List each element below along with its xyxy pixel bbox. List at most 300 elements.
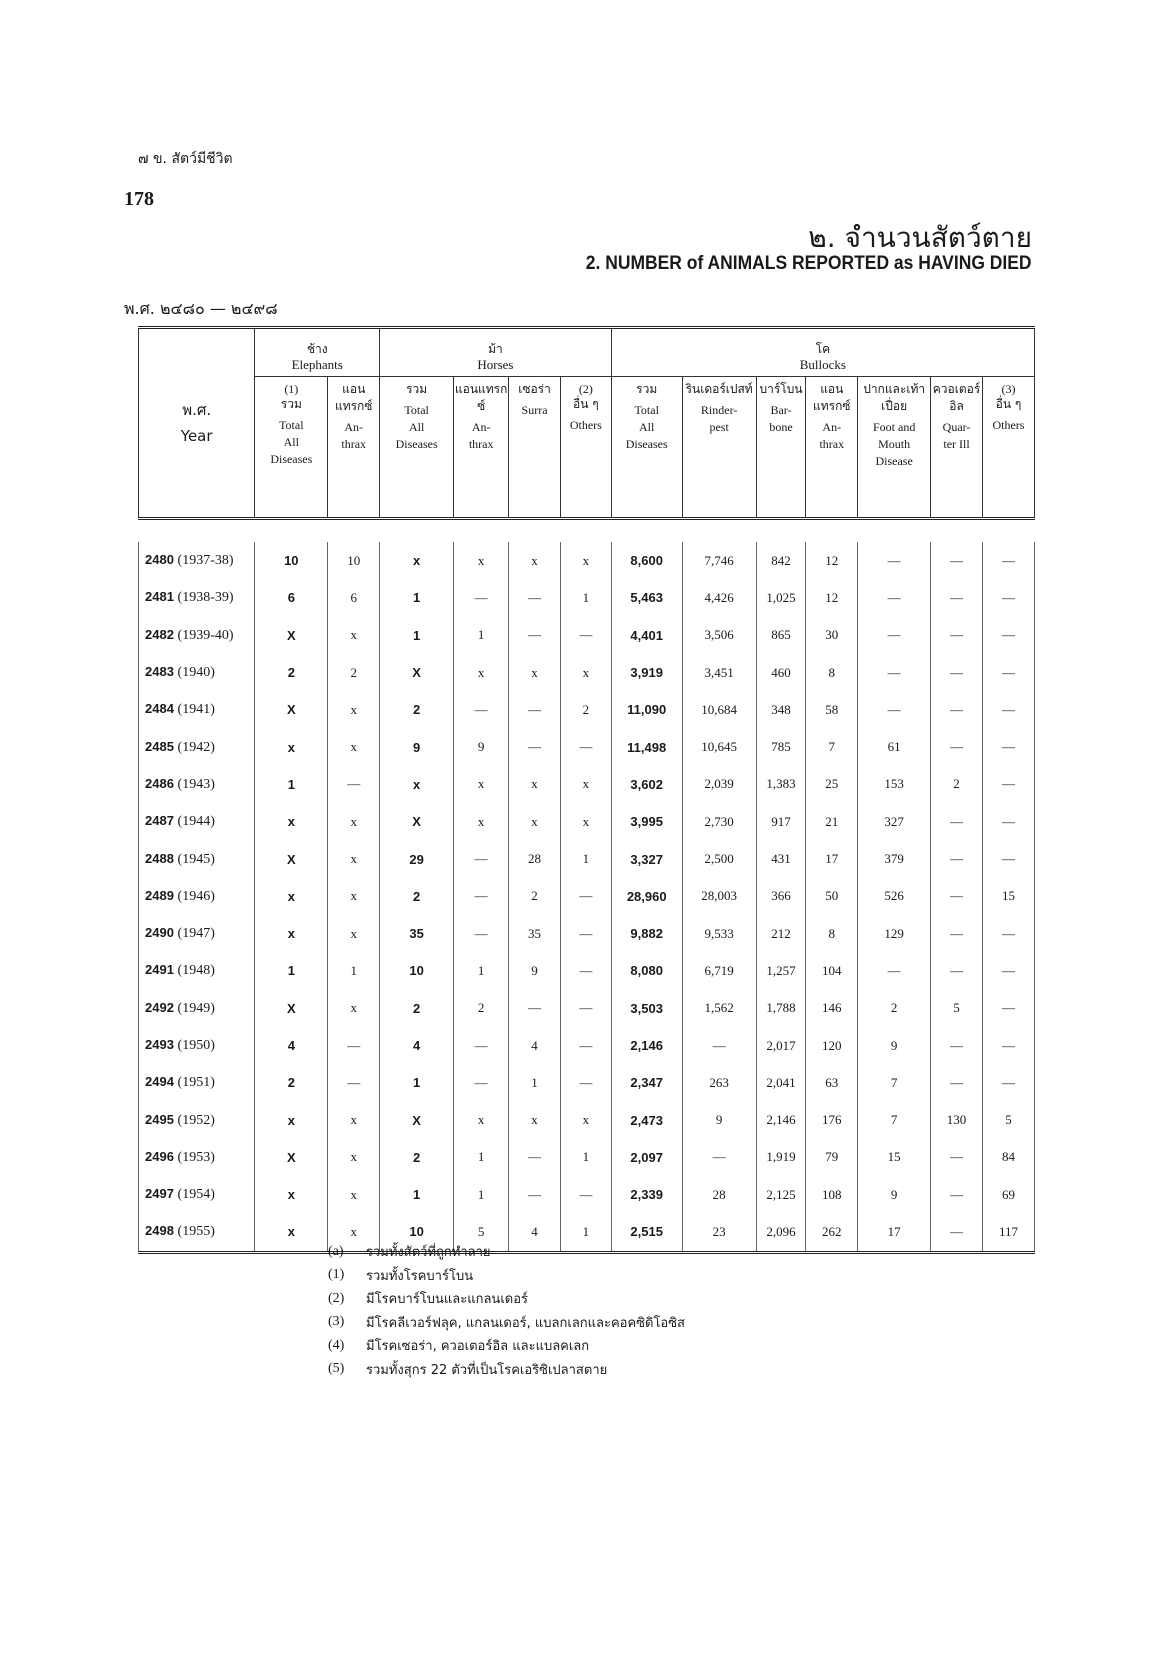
column-header: [756, 377, 806, 519]
year-cell: [139, 691, 255, 728]
group-header-elephants: [255, 328, 380, 377]
value-cell: 4: [380, 1027, 454, 1064]
value-cell: —: [931, 579, 983, 616]
value-cell: 2,500: [682, 840, 756, 877]
value-cell: 1: [255, 766, 328, 803]
year-cell: [139, 766, 255, 803]
value-cell: 28: [509, 840, 561, 877]
value-cell: 84: [982, 1139, 1034, 1176]
value-cell: 15: [982, 878, 1034, 915]
value-cell: 6: [328, 579, 380, 616]
value-cell: —: [454, 691, 509, 728]
column-header: [982, 377, 1034, 519]
value-cell: —: [931, 1027, 983, 1064]
group-thai: ม้า: [488, 342, 503, 356]
value-cell: 2,347: [611, 1064, 682, 1101]
column-english: bone: [769, 420, 793, 434]
column-thai: รวม: [406, 382, 428, 396]
footnote-text: มีโรคเซอร่า, ควอเตอร์อิล และแบลคเลก: [366, 1339, 590, 1355]
year-cell: [139, 1139, 255, 1176]
value-cell: 2,017: [756, 1027, 806, 1064]
column-english: Diseases: [270, 452, 313, 466]
footnote-text: รวมทั้งสัตว์ที่ถูกทำลาย: [366, 1245, 491, 1261]
value-cell: —: [858, 542, 931, 579]
column-note: (3): [1001, 382, 1016, 396]
value-cell: X: [255, 1139, 328, 1176]
year-cell: [139, 654, 255, 691]
value-cell: 1: [509, 1064, 561, 1101]
value-cell: —: [509, 617, 561, 654]
column-header: [806, 377, 858, 519]
value-cell: 4: [509, 1213, 561, 1252]
value-cell: x: [255, 1213, 328, 1252]
column-header: [328, 377, 380, 519]
footnote-mark: (2): [328, 1290, 345, 1306]
value-cell: —: [560, 990, 611, 1027]
column-english: pest: [709, 420, 729, 434]
value-cell: —: [454, 915, 509, 952]
year-cell: [139, 1101, 255, 1138]
value-cell: x: [454, 803, 509, 840]
year-be: 2496: [145, 1148, 174, 1164]
value-cell: —: [982, 542, 1034, 579]
column-english: Mouth: [878, 437, 911, 451]
column-english: An-: [822, 420, 842, 434]
table-row: [139, 1064, 1035, 1101]
column-english: All: [639, 420, 655, 434]
value-cell: 2: [858, 990, 931, 1027]
year-be: 2484: [145, 701, 174, 717]
value-cell: 1: [560, 1139, 611, 1176]
value-cell: —: [560, 728, 611, 765]
value-cell: —: [858, 952, 931, 989]
value-cell: —: [931, 1139, 983, 1176]
value-cell: —: [931, 617, 983, 654]
animal-deaths-table: [138, 326, 1035, 1254]
group-header-bullocks: [611, 328, 1034, 377]
table-row: [139, 691, 1035, 728]
value-cell: 176: [806, 1101, 858, 1138]
column-english: thrax: [341, 437, 367, 451]
year-cell: [139, 915, 255, 952]
value-cell: 2,125: [756, 1176, 806, 1213]
value-cell: 1,788: [756, 990, 806, 1027]
value-cell: x: [509, 654, 561, 691]
value-cell: —: [328, 1064, 380, 1101]
value-cell: 10: [380, 952, 454, 989]
year-ce: (1947): [177, 926, 215, 942]
year-be: 2480: [145, 552, 174, 568]
value-cell: —: [982, 952, 1034, 989]
column-english: Total: [634, 403, 659, 417]
value-cell: —: [560, 952, 611, 989]
column-header: [858, 377, 931, 519]
year-be: 2483: [145, 664, 174, 680]
footnote: [328, 1358, 685, 1382]
value-cell: 4,426: [682, 579, 756, 616]
value-cell: 2,096: [756, 1213, 806, 1252]
year-ce: (1952): [177, 1112, 215, 1128]
footnote-text: มีโรคลีเวอร์ฟลุค, แกลนเดอร์, แบลกเลกและคอคซิดิโอซิส: [366, 1315, 685, 1331]
table-row: [139, 766, 1035, 803]
value-cell: x: [560, 803, 611, 840]
value-cell: 1,025: [756, 579, 806, 616]
year-be: 2490: [145, 925, 174, 941]
value-cell: —: [858, 691, 931, 728]
value-cell: —: [560, 915, 611, 952]
column-header: [611, 377, 682, 519]
value-cell: 1: [380, 617, 454, 654]
value-cell: 263: [682, 1064, 756, 1101]
table-row: [139, 803, 1035, 840]
value-cell: x: [454, 766, 509, 803]
value-cell: x: [560, 766, 611, 803]
value-cell: —: [931, 728, 983, 765]
value-cell: 10: [255, 542, 328, 579]
value-cell: —: [931, 691, 983, 728]
value-cell: —: [982, 617, 1034, 654]
year-cell: [139, 1064, 255, 1101]
column-header: [509, 377, 561, 519]
year-ce: (1944): [177, 814, 215, 830]
value-cell: —: [931, 803, 983, 840]
value-cell: —: [509, 1176, 561, 1213]
value-cell: 2: [560, 691, 611, 728]
footnote-mark: (5): [328, 1361, 345, 1377]
value-cell: 9,882: [611, 915, 682, 952]
value-cell: 2,146: [611, 1027, 682, 1064]
value-cell: —: [982, 691, 1034, 728]
year-ce: (1942): [177, 739, 215, 755]
value-cell: 3,919: [611, 654, 682, 691]
value-cell: —: [454, 878, 509, 915]
section-label: ๗ ข. สัตว์มีชีวิต: [138, 151, 233, 167]
value-cell: 3,503: [611, 990, 682, 1027]
year-be: 2494: [145, 1074, 174, 1090]
column-thai: รินเดอร์เปสท์: [685, 382, 753, 396]
year-cell: [139, 990, 255, 1027]
value-cell: x: [255, 878, 328, 915]
column-header: [931, 377, 983, 519]
value-cell: 146: [806, 990, 858, 1027]
value-cell: 2: [328, 654, 380, 691]
column-english: Bar-: [770, 403, 792, 417]
column-english: Disease: [875, 454, 913, 468]
value-cell: x: [255, 915, 328, 952]
value-cell: 130: [931, 1101, 983, 1138]
column-thai: ควอเตอร์อิล: [932, 382, 981, 413]
value-cell: x: [560, 542, 611, 579]
value-cell: 1: [328, 952, 380, 989]
value-cell: X: [255, 617, 328, 654]
column-header: [682, 377, 756, 519]
column-thai: อื่น ๆ: [573, 397, 599, 411]
year-ce: (1946): [177, 888, 215, 904]
year-be: 2485: [145, 738, 174, 754]
year-cell: [139, 1027, 255, 1064]
year-ce: (1951): [177, 1075, 215, 1091]
value-cell: 8: [806, 654, 858, 691]
footnote-text: รวมทั้งโรคบาร์โบน: [366, 1268, 474, 1284]
value-cell: 63: [806, 1064, 858, 1101]
value-cell: 29: [380, 840, 454, 877]
value-cell: x: [328, 1213, 380, 1252]
value-cell: 3,995: [611, 803, 682, 840]
value-cell: 10,684: [682, 691, 756, 728]
value-cell: 8,080: [611, 952, 682, 989]
value-cell: 7: [806, 728, 858, 765]
value-cell: 917: [756, 803, 806, 840]
value-cell: x: [509, 542, 561, 579]
footnote-text: มีโรคบาร์โบนและแกลนเดอร์: [366, 1292, 528, 1308]
value-cell: 1: [380, 579, 454, 616]
value-cell: 431: [756, 840, 806, 877]
value-cell: —: [982, 728, 1034, 765]
value-cell: 11,498: [611, 728, 682, 765]
year-be: 2488: [145, 850, 174, 866]
value-cell: 2: [380, 878, 454, 915]
column-header: [255, 377, 328, 519]
column-english: Others: [569, 418, 602, 432]
value-cell: —: [858, 617, 931, 654]
year-be: 2493: [145, 1037, 174, 1052]
value-cell: 12: [806, 542, 858, 579]
year-ce: (1937-38): [177, 553, 234, 569]
value-cell: —: [982, 1027, 1034, 1064]
value-cell: 6: [255, 579, 328, 616]
value-cell: 28: [682, 1176, 756, 1213]
value-cell: —: [560, 617, 611, 654]
value-cell: —: [509, 691, 561, 728]
column-thai: รวม: [636, 382, 658, 396]
group-thai: โค: [815, 342, 831, 356]
value-cell: 2,146: [756, 1101, 806, 1138]
value-cell: 4: [255, 1027, 328, 1064]
table-row: [139, 990, 1035, 1027]
year-cell: [139, 878, 255, 915]
value-cell: —: [982, 915, 1034, 952]
year-be: 2492: [145, 999, 174, 1015]
value-cell: 2: [509, 878, 561, 915]
value-cell: —: [931, 1176, 983, 1213]
value-cell: —: [560, 1027, 611, 1064]
value-cell: —: [858, 579, 931, 616]
value-cell: 2,097: [611, 1139, 682, 1176]
value-cell: —: [982, 803, 1034, 840]
value-cell: —: [509, 579, 561, 616]
value-cell: x: [328, 990, 380, 1027]
column-header: [560, 377, 611, 519]
year-ce: (1950): [177, 1038, 215, 1053]
column-header: [380, 377, 454, 519]
year-range-label: พ.ศ. ๒๔๘๐ — ๒๔๙๘: [124, 299, 278, 318]
value-cell: 2: [380, 990, 454, 1027]
year-ce: (1940): [177, 665, 215, 681]
value-cell: 129: [858, 915, 931, 952]
value-cell: 1: [454, 1139, 509, 1176]
year-be: 2491: [145, 962, 174, 978]
value-cell: 28,960: [611, 878, 682, 915]
value-cell: x: [509, 1101, 561, 1138]
value-cell: x: [328, 1101, 380, 1138]
value-cell: 7,746: [682, 542, 756, 579]
year-cell: [139, 728, 255, 765]
year-cell: [139, 579, 255, 616]
value-cell: 120: [806, 1027, 858, 1064]
value-cell: 379: [858, 840, 931, 877]
value-cell: 2,473: [611, 1101, 682, 1138]
value-cell: —: [454, 1064, 509, 1101]
value-cell: 10,645: [682, 728, 756, 765]
value-cell: —: [982, 990, 1034, 1027]
value-cell: 2: [255, 1064, 328, 1101]
column-english: Total: [279, 418, 304, 432]
value-cell: 117: [982, 1213, 1034, 1252]
table-row: [139, 542, 1035, 579]
column-english: Diseases: [625, 437, 668, 451]
value-cell: x: [328, 728, 380, 765]
table-row: [139, 840, 1035, 877]
group-english: Horses: [477, 357, 514, 372]
value-cell: 58: [806, 691, 858, 728]
page-number: 178: [124, 188, 154, 210]
value-cell: 3,602: [611, 766, 682, 803]
value-cell: 35: [380, 915, 454, 952]
value-cell: 30: [806, 617, 858, 654]
title-thai: ๒. จำนวนสัตว์ตาย: [808, 221, 1032, 254]
value-cell: —: [931, 840, 983, 877]
value-cell: x: [255, 1176, 328, 1213]
table-row: [139, 1101, 1035, 1138]
value-cell: X: [380, 654, 454, 691]
year-cell: [139, 542, 255, 579]
column-thai: บาร์โบน: [759, 382, 803, 396]
column-header: [454, 377, 509, 519]
value-cell: —: [682, 1027, 756, 1064]
year-be: 2489: [145, 887, 174, 903]
value-cell: x: [328, 691, 380, 728]
value-cell: 9,533: [682, 915, 756, 952]
value-cell: 5,463: [611, 579, 682, 616]
year-cell: [139, 840, 255, 877]
year-cell: [139, 1176, 255, 1213]
table-row: [139, 952, 1035, 989]
footnote: [328, 1240, 685, 1264]
value-cell: 8: [806, 915, 858, 952]
value-cell: 2: [931, 766, 983, 803]
value-cell: x: [560, 654, 611, 691]
value-cell: 108: [806, 1176, 858, 1213]
value-cell: 842: [756, 542, 806, 579]
column-english: An-: [344, 420, 364, 434]
year-ce: (1955): [177, 1224, 215, 1240]
value-cell: 5: [931, 990, 983, 1027]
value-cell: 3,506: [682, 617, 756, 654]
value-cell: X: [255, 990, 328, 1027]
value-cell: 35: [509, 915, 561, 952]
value-cell: x: [380, 766, 454, 803]
value-cell: 5: [982, 1101, 1034, 1138]
value-cell: x: [328, 1176, 380, 1213]
table-row: [139, 878, 1035, 915]
value-cell: 1: [380, 1064, 454, 1101]
value-cell: 9: [454, 728, 509, 765]
value-cell: —: [931, 878, 983, 915]
year-be: 2481: [145, 589, 174, 605]
value-cell: —: [560, 1176, 611, 1213]
column-thai: อื่น ๆ: [995, 397, 1022, 411]
value-cell: 526: [858, 878, 931, 915]
value-cell: 1,257: [756, 952, 806, 989]
year-ce: (1943): [177, 776, 215, 792]
year-ce: (1945): [177, 851, 215, 867]
table-row: [139, 915, 1035, 952]
value-cell: x: [509, 803, 561, 840]
value-cell: 5: [454, 1213, 509, 1252]
year-be: 2482: [145, 626, 174, 642]
column-thai: แอนแทรกซ์: [813, 382, 851, 413]
value-cell: 104: [806, 952, 858, 989]
table-row: [139, 617, 1035, 654]
value-cell: —: [560, 878, 611, 915]
year-ce: (1941): [177, 702, 215, 718]
value-cell: —: [509, 1139, 561, 1176]
value-cell: 12: [806, 579, 858, 616]
value-cell: 366: [756, 878, 806, 915]
value-cell: 10: [328, 542, 380, 579]
value-cell: 7: [858, 1101, 931, 1138]
year-header-english: Year: [180, 427, 213, 445]
value-cell: —: [931, 915, 983, 952]
value-cell: —: [931, 542, 983, 579]
column-thai: เซอร่า: [518, 382, 551, 396]
column-thai: แอนแทรกซ์: [454, 382, 508, 413]
value-cell: 348: [756, 691, 806, 728]
value-cell: 9: [380, 728, 454, 765]
value-cell: 1,383: [756, 766, 806, 803]
value-cell: x: [454, 1101, 509, 1138]
value-cell: 50: [806, 878, 858, 915]
value-cell: 2: [380, 1139, 454, 1176]
value-cell: 6,719: [682, 952, 756, 989]
year-ce: (1949): [177, 1000, 215, 1016]
year-be: 2495: [145, 1111, 174, 1127]
column-english: thrax: [819, 437, 845, 451]
value-cell: —: [982, 579, 1034, 616]
value-cell: 1,562: [682, 990, 756, 1027]
year-be: 2487: [145, 813, 174, 829]
column-english: Rinder-: [700, 403, 738, 417]
value-cell: —: [982, 840, 1034, 877]
year-be: 2498: [145, 1223, 174, 1239]
column-thai: ปากและเท้าเปื่อย: [863, 382, 926, 413]
value-cell: —: [931, 654, 983, 691]
value-cell: 23: [682, 1213, 756, 1252]
value-cell: 28,003: [682, 878, 756, 915]
column-english: thrax: [468, 437, 494, 451]
group-thai: ช้าง: [306, 342, 328, 356]
value-cell: 2,515: [611, 1213, 682, 1252]
value-cell: 865: [756, 617, 806, 654]
column-thai: แอนแทรกซ์: [334, 382, 373, 413]
value-cell: x: [454, 542, 509, 579]
value-cell: X: [380, 803, 454, 840]
value-cell: 212: [756, 915, 806, 952]
column-english: ter Ill: [943, 437, 970, 451]
value-cell: 460: [756, 654, 806, 691]
group-english: Bullocks: [799, 357, 846, 372]
column-thai: รวม: [280, 397, 302, 411]
